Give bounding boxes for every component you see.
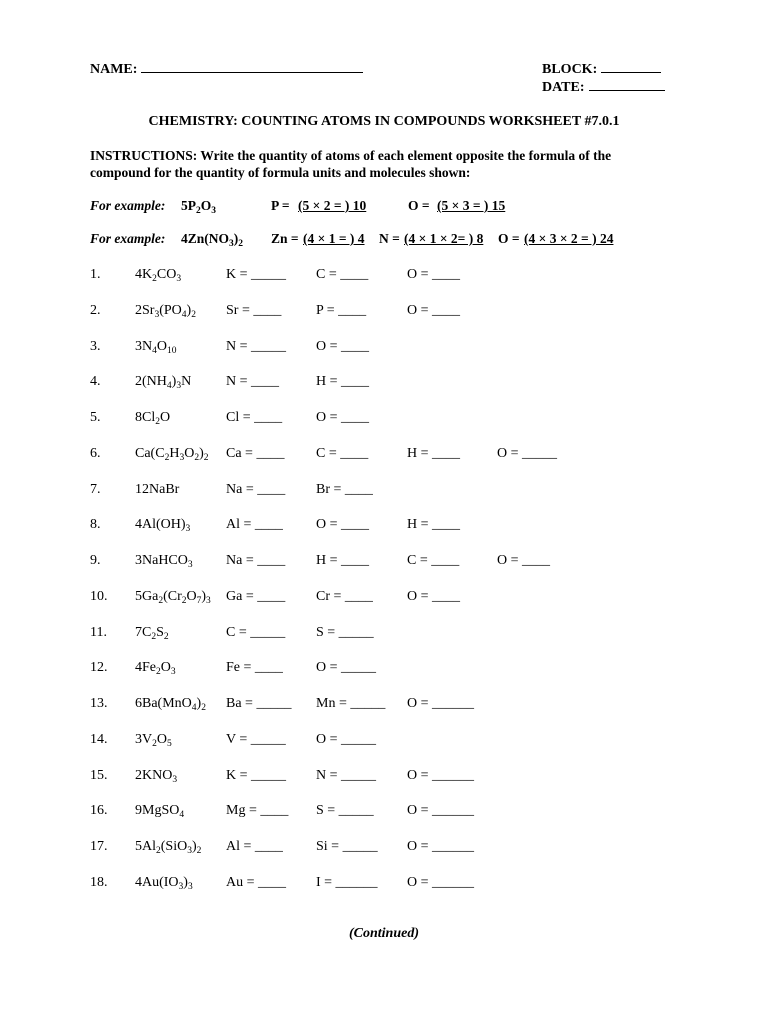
problem-row bbox=[0, 410, 768, 430]
problem-row bbox=[0, 374, 768, 394]
answer-blank[interactable]: Ca = ____ bbox=[226, 446, 285, 461]
problem-formula: $5Al_2(SiO_3)_2$ bbox=[135, 839, 202, 856]
problem-row bbox=[0, 553, 768, 573]
problem-number: 4. bbox=[90, 374, 101, 389]
answer-blank[interactable]: H = ____ bbox=[316, 374, 370, 389]
problem-formula: $4Al(OH)_3$ bbox=[135, 517, 191, 534]
answer-blank[interactable]: C = ____ bbox=[316, 446, 369, 461]
problem-formula: $3N_4O_{10}$ bbox=[135, 339, 177, 356]
answer-blank[interactable]: N = ____ bbox=[226, 374, 280, 389]
answer-blank[interactable]: O = ____ bbox=[407, 589, 461, 604]
problem-number: 11. bbox=[90, 625, 107, 640]
answer-blank[interactable]: N = _____ bbox=[316, 768, 377, 783]
answer-blank[interactable]: O = ______ bbox=[407, 803, 475, 818]
continued-note: (Continued) bbox=[348, 926, 419, 941]
problem-formula: $2Sr_3(PO_4)_2$ bbox=[135, 303, 196, 320]
example-2 bbox=[0, 231, 768, 249]
example-formula: $5P_2O_3$ bbox=[181, 198, 217, 216]
problem-formula: 9MgSO$_4$ bbox=[135, 803, 185, 820]
example-answer-value: (4 × 1 = ) 4 bbox=[303, 231, 365, 246]
answer-blank[interactable]: H = ____ bbox=[407, 446, 461, 461]
answer-blank[interactable]: K = _____ bbox=[226, 768, 287, 783]
problem-row bbox=[0, 768, 768, 788]
date-label: DATE: bbox=[542, 80, 585, 95]
answer-blank[interactable]: O = ______ bbox=[407, 875, 475, 890]
answer-blank[interactable]: Br = ____ bbox=[316, 482, 373, 497]
example-answer-prefix: O = bbox=[498, 231, 520, 246]
problem-row bbox=[0, 803, 768, 823]
answer-blank[interactable]: O = ______ bbox=[407, 696, 475, 711]
instructions: INSTRUCTIONS: Write the quantity of atoms of each element opposite the formula of the compound for the quantity of formula units and molecules shown: bbox=[90, 148, 612, 180]
problem-row bbox=[0, 339, 768, 359]
problem-number: 16. bbox=[90, 803, 108, 818]
example-answer-value: (4 × 3 × 2 = ) 24 bbox=[524, 231, 614, 246]
problem-number: 3. bbox=[90, 339, 101, 354]
problem-row bbox=[0, 875, 768, 895]
answer-blank[interactable]: O = ______ bbox=[407, 768, 475, 783]
block-field bbox=[542, 60, 661, 78]
answer-blank[interactable]: O = ____ bbox=[407, 267, 461, 282]
problem-row bbox=[0, 839, 768, 859]
problem-formula: $4K_2CO_3$ bbox=[135, 267, 182, 284]
problem-number: 13. bbox=[90, 696, 108, 711]
answer-blank[interactable]: O = ____ bbox=[407, 303, 461, 318]
example-answer-prefix: N = bbox=[379, 231, 400, 246]
problem-row bbox=[0, 446, 768, 466]
problem-number: 9. bbox=[90, 553, 101, 568]
answer-blank[interactable]: Al = ____ bbox=[226, 839, 283, 854]
problem-row bbox=[0, 589, 768, 609]
problem-formula: 12NaBr bbox=[135, 482, 180, 497]
problem-number: 6. bbox=[90, 446, 101, 461]
answer-blank[interactable]: N = _____ bbox=[226, 339, 287, 354]
example-label: For example: bbox=[90, 231, 166, 246]
answer-blank[interactable]: Mn = _____ bbox=[316, 696, 386, 711]
problem-formula: $2(NH_4)_3N$ bbox=[135, 374, 192, 391]
answer-blank[interactable]: O = ____ bbox=[316, 410, 370, 425]
problem-number: 8. bbox=[90, 517, 101, 532]
problem-number: 14. bbox=[90, 732, 108, 747]
problem-number: 17. bbox=[90, 839, 108, 854]
problem-number: 1. bbox=[90, 267, 101, 282]
answer-blank[interactable]: O = _____ bbox=[316, 660, 377, 675]
problem-number: 18. bbox=[90, 875, 108, 890]
worksheet-title: CHEMISTRY: COUNTING ATOMS IN COMPOUNDS WORKSHEET #7.0.1 bbox=[148, 114, 620, 129]
answer-blank[interactable]: S = _____ bbox=[316, 625, 374, 640]
problem-number: 12. bbox=[90, 660, 108, 675]
answer-blank[interactable]: O = _____ bbox=[316, 732, 377, 747]
problem-row bbox=[0, 660, 768, 680]
problem-formula: $7C_2S_2$ bbox=[135, 625, 169, 642]
problem-formula: $4Au(IO_3)_3$ bbox=[135, 875, 193, 892]
problem-number: 15. bbox=[90, 768, 108, 783]
problem-formula: 3NaHCO$_3$ bbox=[135, 553, 193, 570]
problem-number: 5. bbox=[90, 410, 101, 425]
answer-blank[interactable]: C = ____ bbox=[407, 553, 460, 568]
answer-blank[interactable]: Cl = ____ bbox=[226, 410, 283, 425]
answer-blank[interactable]: O = _____ bbox=[497, 446, 558, 461]
answer-blank[interactable]: H = ____ bbox=[407, 517, 461, 532]
problem-row bbox=[0, 482, 768, 502]
name-label: NAME: bbox=[90, 62, 138, 77]
answer-blank[interactable]: Na = ____ bbox=[226, 482, 286, 497]
problem-row bbox=[0, 517, 768, 537]
example-answer-value: (5 × 2 = ) 10 bbox=[298, 198, 367, 213]
answer-blank[interactable]: O = ______ bbox=[407, 839, 475, 854]
problem-formula: $6Ba(MnO_4)_2$ bbox=[135, 696, 206, 713]
example-answer-value: (4 × 1 × 2= ) 8 bbox=[404, 231, 484, 246]
answer-blank[interactable]: C = ____ bbox=[316, 267, 369, 282]
answer-blank[interactable]: Ba = _____ bbox=[226, 696, 292, 711]
problem-number: 2. bbox=[90, 303, 101, 318]
name-blank[interactable] bbox=[141, 60, 363, 73]
name-field bbox=[90, 60, 363, 78]
answer-blank[interactable]: O = ____ bbox=[316, 517, 370, 532]
answer-blank[interactable]: Si = _____ bbox=[316, 839, 378, 854]
problem-row bbox=[0, 732, 768, 752]
answer-blank[interactable]: V = _____ bbox=[226, 732, 286, 747]
answer-blank[interactable]: O = ____ bbox=[497, 553, 551, 568]
answer-blank[interactable]: O = ____ bbox=[316, 339, 370, 354]
date-field bbox=[542, 78, 665, 96]
problem-row bbox=[0, 625, 768, 645]
answer-blank[interactable]: Na = ____ bbox=[226, 553, 286, 568]
answer-blank[interactable]: Sr = ____ bbox=[226, 303, 282, 318]
example-answer-value: (5 × 3 = ) 15 bbox=[437, 198, 506, 213]
example-answer-prefix: P = bbox=[271, 198, 290, 213]
answer-blank[interactable]: Au = ____ bbox=[226, 875, 287, 890]
problem-row bbox=[0, 267, 768, 287]
answer-blank[interactable]: Fe = ____ bbox=[226, 660, 283, 675]
answer-blank[interactable]: K = _____ bbox=[226, 267, 287, 282]
problem-row bbox=[0, 696, 768, 716]
answer-blank[interactable]: Al = ____ bbox=[226, 517, 283, 532]
answer-blank[interactable]: Cr = ____ bbox=[316, 589, 373, 604]
problem-row bbox=[0, 303, 768, 323]
answer-blank[interactable]: H = ____ bbox=[316, 553, 370, 568]
example-label: For example: bbox=[90, 198, 166, 213]
problem-formula: $5Ga_2(Cr_2O_7)_3$ bbox=[135, 589, 211, 606]
answer-blank[interactable]: I = ______ bbox=[316, 875, 378, 890]
answer-blank[interactable]: C = _____ bbox=[226, 625, 286, 640]
date-blank[interactable] bbox=[589, 78, 665, 91]
problem-formula: $2KNO_3$ bbox=[135, 768, 178, 785]
answer-blank[interactable]: Mg = ____ bbox=[226, 803, 289, 818]
block-label: BLOCK: bbox=[542, 62, 598, 77]
answer-blank[interactable]: Ga = ____ bbox=[226, 589, 286, 604]
example-answer-prefix: Zn = bbox=[271, 231, 299, 246]
problem-formula: $4Fe_2O_3$ bbox=[135, 660, 176, 677]
block-blank[interactable] bbox=[601, 60, 661, 73]
problem-formula: $3V_2O_5$ bbox=[135, 732, 172, 749]
example-1 bbox=[0, 198, 768, 216]
answer-blank[interactable]: P = ____ bbox=[316, 303, 367, 318]
problem-formula: $Ca(C_2H_3O_2)_2$ bbox=[135, 446, 209, 463]
answer-blank[interactable]: S = _____ bbox=[316, 803, 374, 818]
example-answer-prefix: O = bbox=[408, 198, 430, 213]
example-formula: $4Zn(NO_3)_2$ bbox=[181, 231, 244, 249]
problem-number: 7. bbox=[90, 482, 101, 497]
problem-number: 10. bbox=[90, 589, 108, 604]
problem-formula: $8Cl_2O$ bbox=[135, 410, 171, 427]
